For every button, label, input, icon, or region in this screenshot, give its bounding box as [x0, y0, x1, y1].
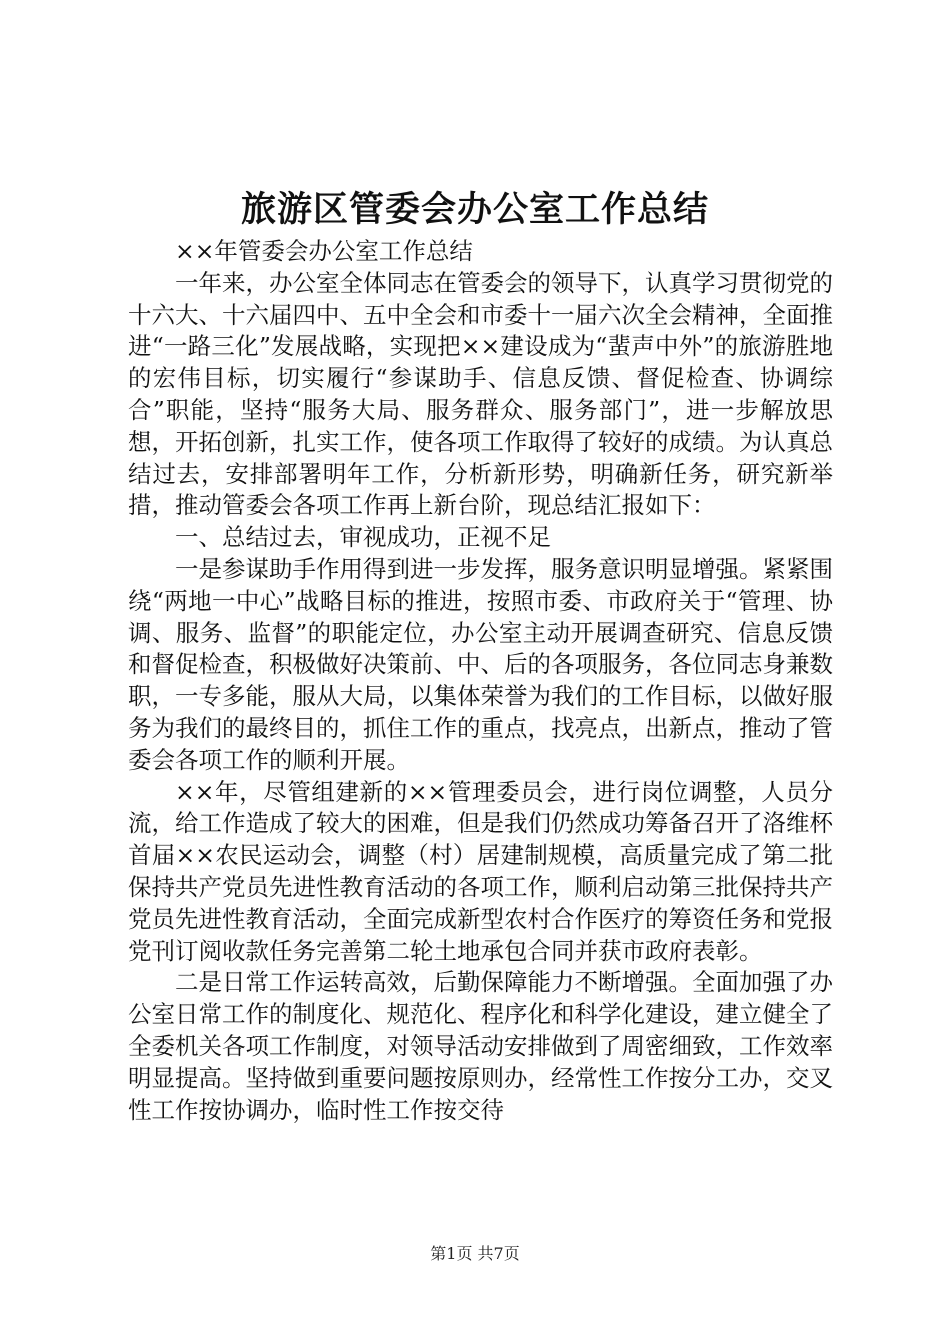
body-paragraph: ××年，尽管组建新的××管理委员会，进行岗位调整，人员分流，给工作造成了较大的困难，但是我们仍然成功筹备召开了洛维杯首届××农民运动会，调整（村）居建制规模，高质量完成了第二批保持共产党员先进性教育活动的各项工作，顺利启动第三批保持共产党员先进性教育活动，全面完成新型农村合作医疗的筹资任务和党报党刊订阅收款任务完善第二轮土地承包合同并获市政府表彰。 [128, 777, 833, 965]
document-body [128, 236, 833, 1126]
body-paragraph: 一年来，办公室全体同志在管委会的领导下，认真学习贯彻党的十六大、十六届四中、五中全会和市委十一届六次全会精神，全面推进“一路三化”发展战略，实现把××建设成为“蜚声中外”的旅游胜地的宏伟目标，切实履行“参谋助手、信息反馈、督促检查、协调综合”职能，坚持“服务大局、服务群众、服务部门”，进一步解放思想，开拓创新，扎实工作，使各项工作取得了较好的成绩。为认真总结过去，安排部署明年工作，分析新形势，明确新任务，研究新举措，推动管委会各项工作再上新台阶，现总结汇报如下： [128, 268, 833, 520]
section-heading: 一、总结过去，审视成功，正视不足 [175, 523, 551, 552]
body-paragraph: 二是日常工作运转高效，后勤保障能力不断增强。全面加强了办公室日常工作的制度化、规范化、程序化和科学化建设，建立健全了全委机关各项工作制度，对领导活动安排做到了周密细致，工作效率明显提高。坚持做到重要问题按原则办，经常性工作按分工办，交叉性工作按协调办，临时性工作按交待 [128, 968, 833, 1124]
subtitle-paragraph: ××年管委会办公室工作总结 [175, 237, 473, 265]
document-title: 旅游区管委会办公室工作总结 [240, 189, 709, 230]
body-paragraph: 一是参谋助手作用得到进一步发挥，服务意识明显增强。紧紧围绕“两地一中心”战略目标的推进，按照市委、市政府关于“管理、协调、服务、监督”的职能定位，办公室主动开展调查研究、信息反馈和督促检查，积极做好决策前、中、后的各项服务，各位同志身兼数职，一专多能，服从大局，以集体荣誉为我们的工作目标，以做好服务为我们的最终目的，抓住工作的重点，找亮点，出新点，推动了管委会各项工作的顺利开展。 [128, 554, 833, 774]
page-number-footer: 第1页 共7页 [430, 1244, 520, 1263]
